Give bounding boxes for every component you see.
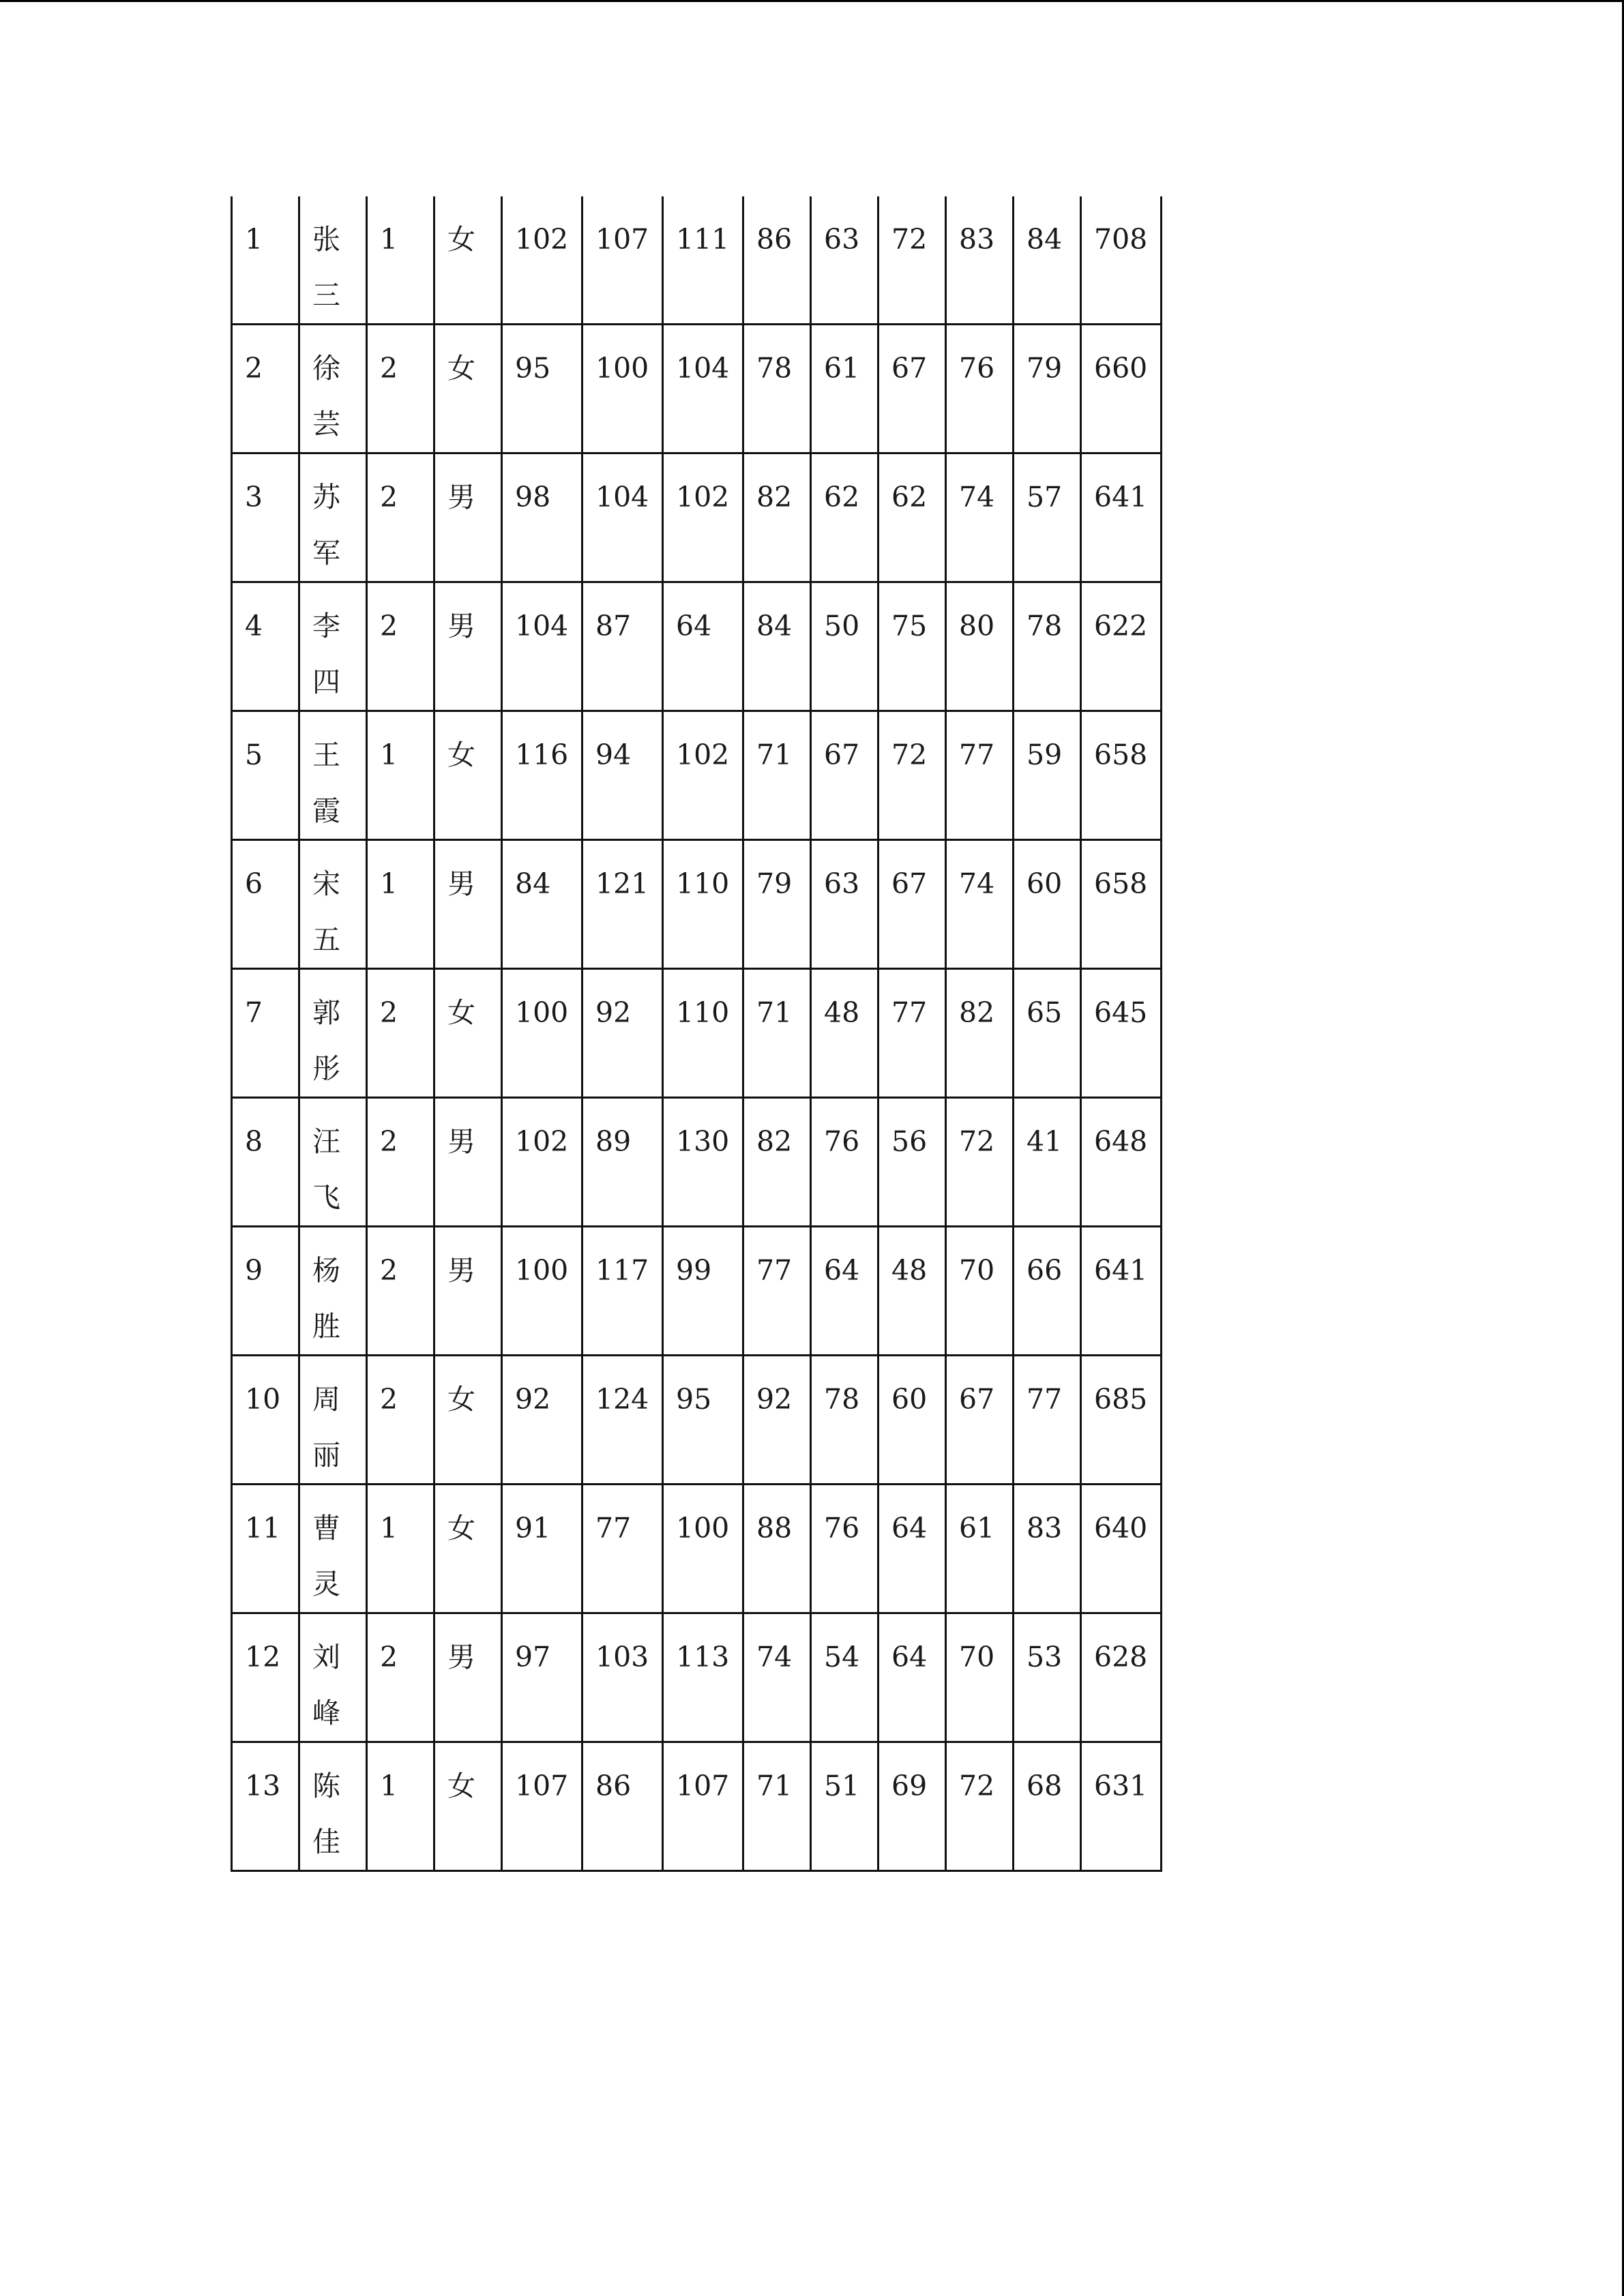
score-cell-2: 117	[582, 1227, 663, 1356]
total-score-cell: 658	[1081, 711, 1162, 840]
score-cell-3: 95	[663, 1356, 743, 1485]
score-cell-4: 77	[743, 1227, 811, 1356]
score-cell-3: 110	[663, 969, 743, 1098]
score-cell-8: 77	[1014, 1356, 1081, 1485]
score-cell-5: 76	[811, 1485, 879, 1613]
student-scores-table	[231, 196, 1162, 1872]
table-row	[232, 453, 1162, 582]
score-cell-1: 102	[502, 196, 582, 325]
class-cell: 2	[367, 969, 434, 1098]
row-number-cell: 7	[232, 969, 299, 1098]
student-name-cell: 苏军	[299, 453, 367, 582]
student-name-cell: 宋五	[299, 840, 367, 969]
score-cell-1: 91	[502, 1485, 582, 1613]
score-cell-5: 61	[811, 325, 879, 453]
score-cell-3: 64	[663, 582, 743, 711]
score-cell-2: 89	[582, 1098, 663, 1227]
gender-cell: 男	[434, 582, 502, 711]
score-cell-5: 48	[811, 969, 879, 1098]
total-score-cell: 640	[1081, 1485, 1162, 1613]
score-cell-1: 100	[502, 969, 582, 1098]
page-top-border	[0, 0, 1624, 2]
score-cell-4: 71	[743, 711, 811, 840]
table-row	[232, 196, 1162, 325]
score-cell-2: 104	[582, 453, 663, 582]
gender-cell: 女	[434, 1485, 502, 1613]
table-row	[232, 969, 1162, 1098]
score-cell-4: 71	[743, 969, 811, 1098]
score-cell-3: 107	[663, 1742, 743, 1871]
score-cell-7: 70	[946, 1227, 1014, 1356]
score-cell-8: 78	[1014, 582, 1081, 711]
total-score-cell: 658	[1081, 840, 1162, 969]
score-cell-7: 82	[946, 969, 1014, 1098]
score-cell-1: 116	[502, 711, 582, 840]
student-name-cell: 刘峰	[299, 1613, 367, 1742]
score-cell-3: 102	[663, 711, 743, 840]
score-cell-8: 83	[1014, 1485, 1081, 1613]
score-cell-7: 72	[946, 1098, 1014, 1227]
class-cell: 1	[367, 1742, 434, 1871]
score-cell-1: 100	[502, 1227, 582, 1356]
class-cell: 1	[367, 840, 434, 969]
gender-cell: 男	[434, 453, 502, 582]
score-cell-6: 67	[879, 325, 946, 453]
gender-cell: 男	[434, 1098, 502, 1227]
score-cell-2: 103	[582, 1613, 663, 1742]
score-cell-7: 80	[946, 582, 1014, 711]
table-row	[232, 711, 1162, 840]
score-cell-1: 84	[502, 840, 582, 969]
score-cell-7: 76	[946, 325, 1014, 453]
row-number-cell: 3	[232, 453, 299, 582]
score-cell-6: 56	[879, 1098, 946, 1227]
row-number-cell: 2	[232, 325, 299, 453]
score-cell-6: 75	[879, 582, 946, 711]
score-cell-1: 97	[502, 1613, 582, 1742]
row-number-cell: 10	[232, 1356, 299, 1485]
score-cell-7: 77	[946, 711, 1014, 840]
score-cell-2: 92	[582, 969, 663, 1098]
score-cell-5: 63	[811, 840, 879, 969]
total-score-cell: 708	[1081, 196, 1162, 325]
gender-cell: 男	[434, 1613, 502, 1742]
score-cell-3: 102	[663, 453, 743, 582]
row-number-cell: 6	[232, 840, 299, 969]
score-cell-1: 102	[502, 1098, 582, 1227]
class-cell: 2	[367, 453, 434, 582]
score-cell-5: 64	[811, 1227, 879, 1356]
score-cell-7: 61	[946, 1485, 1014, 1613]
total-score-cell: 622	[1081, 582, 1162, 711]
score-cell-4: 82	[743, 1098, 811, 1227]
score-cell-6: 67	[879, 840, 946, 969]
score-cell-5: 62	[811, 453, 879, 582]
row-number-cell: 12	[232, 1613, 299, 1742]
score-cell-3: 104	[663, 325, 743, 453]
score-cell-5: 78	[811, 1356, 879, 1485]
score-cell-6: 77	[879, 969, 946, 1098]
score-cell-4: 84	[743, 582, 811, 711]
student-name-cell: 张三	[299, 196, 367, 325]
row-number-cell: 11	[232, 1485, 299, 1613]
row-number-cell: 13	[232, 1742, 299, 1871]
gender-cell: 男	[434, 840, 502, 969]
total-score-cell: 645	[1081, 969, 1162, 1098]
gender-cell: 女	[434, 1356, 502, 1485]
student-name-cell: 陈佳	[299, 1742, 367, 1871]
score-cell-3: 100	[663, 1485, 743, 1613]
score-cell-8: 41	[1014, 1098, 1081, 1227]
score-cell-2: 121	[582, 840, 663, 969]
score-cell-2: 124	[582, 1356, 663, 1485]
table-row	[232, 1613, 1162, 1742]
score-cell-2: 86	[582, 1742, 663, 1871]
student-name-cell: 郭彤	[299, 969, 367, 1098]
total-score-cell: 641	[1081, 1227, 1162, 1356]
row-number-cell: 4	[232, 582, 299, 711]
total-score-cell: 641	[1081, 453, 1162, 582]
score-cell-3: 111	[663, 196, 743, 325]
class-cell: 1	[367, 196, 434, 325]
row-number-cell: 8	[232, 1098, 299, 1227]
class-cell: 1	[367, 711, 434, 840]
score-cell-6: 72	[879, 711, 946, 840]
score-cell-5: 76	[811, 1098, 879, 1227]
score-cell-7: 74	[946, 453, 1014, 582]
total-score-cell: 628	[1081, 1613, 1162, 1742]
score-cell-4: 71	[743, 1742, 811, 1871]
score-cell-5: 50	[811, 582, 879, 711]
total-score-cell: 648	[1081, 1098, 1162, 1227]
gender-cell: 男	[434, 1227, 502, 1356]
score-cell-8: 65	[1014, 969, 1081, 1098]
score-cell-7: 74	[946, 840, 1014, 969]
score-cell-6: 64	[879, 1485, 946, 1613]
gender-cell: 女	[434, 969, 502, 1098]
score-cell-7: 83	[946, 196, 1014, 325]
student-name-cell: 曹灵	[299, 1485, 367, 1613]
score-cell-4: 74	[743, 1613, 811, 1742]
class-cell: 2	[367, 1227, 434, 1356]
score-cell-8: 60	[1014, 840, 1081, 969]
score-cell-1: 95	[502, 325, 582, 453]
score-cell-3: 99	[663, 1227, 743, 1356]
gender-cell: 女	[434, 711, 502, 840]
score-cell-8: 66	[1014, 1227, 1081, 1356]
score-cell-4: 78	[743, 325, 811, 453]
score-cell-1: 98	[502, 453, 582, 582]
score-cell-2: 87	[582, 582, 663, 711]
row-number-cell: 9	[232, 1227, 299, 1356]
score-cell-1: 104	[502, 582, 582, 711]
score-cell-1: 92	[502, 1356, 582, 1485]
gender-cell: 女	[434, 1742, 502, 1871]
score-cell-5: 54	[811, 1613, 879, 1742]
score-cell-5: 67	[811, 711, 879, 840]
score-cell-6: 62	[879, 453, 946, 582]
score-cell-5: 63	[811, 196, 879, 325]
total-score-cell: 631	[1081, 1742, 1162, 1871]
table-row	[232, 840, 1162, 969]
score-cell-8: 57	[1014, 453, 1081, 582]
class-cell: 2	[367, 582, 434, 711]
class-cell: 2	[367, 1098, 434, 1227]
score-cell-3: 130	[663, 1098, 743, 1227]
score-cell-2: 100	[582, 325, 663, 453]
score-cell-7: 72	[946, 1742, 1014, 1871]
student-name-cell: 汪飞	[299, 1098, 367, 1227]
score-cell-8: 59	[1014, 711, 1081, 840]
row-number-cell: 1	[232, 196, 299, 325]
score-cell-8: 79	[1014, 325, 1081, 453]
score-cell-4: 86	[743, 196, 811, 325]
table-row	[232, 325, 1162, 453]
score-cell-8: 84	[1014, 196, 1081, 325]
score-cell-7: 67	[946, 1356, 1014, 1485]
student-name-cell: 杨胜	[299, 1227, 367, 1356]
class-cell: 2	[367, 1356, 434, 1485]
class-cell: 1	[367, 1485, 434, 1613]
score-cell-4: 92	[743, 1356, 811, 1485]
student-name-cell: 徐芸	[299, 325, 367, 453]
score-cell-2: 107	[582, 196, 663, 325]
student-name-cell: 李四	[299, 582, 367, 711]
score-cell-6: 64	[879, 1613, 946, 1742]
score-cell-4: 88	[743, 1485, 811, 1613]
score-cell-5: 51	[811, 1742, 879, 1871]
gender-cell: 女	[434, 196, 502, 325]
score-cell-1: 107	[502, 1742, 582, 1871]
score-cell-6: 48	[879, 1227, 946, 1356]
student-name-cell: 周丽	[299, 1356, 367, 1485]
score-cell-4: 79	[743, 840, 811, 969]
score-cell-4: 82	[743, 453, 811, 582]
gender-cell: 女	[434, 325, 502, 453]
score-cell-2: 94	[582, 711, 663, 840]
total-score-cell: 660	[1081, 325, 1162, 453]
score-cell-6: 60	[879, 1356, 946, 1485]
score-cell-6: 69	[879, 1742, 946, 1871]
table-row	[232, 1742, 1162, 1871]
row-number-cell: 5	[232, 711, 299, 840]
class-cell: 2	[367, 325, 434, 453]
score-cell-2: 77	[582, 1485, 663, 1613]
score-cell-3: 110	[663, 840, 743, 969]
score-cell-3: 113	[663, 1613, 743, 1742]
table-row	[232, 1227, 1162, 1356]
score-cell-7: 70	[946, 1613, 1014, 1742]
student-name-cell: 王霞	[299, 711, 367, 840]
table-row	[232, 1356, 1162, 1485]
score-cell-6: 72	[879, 196, 946, 325]
total-score-cell: 685	[1081, 1356, 1162, 1485]
table-body	[232, 196, 1162, 1871]
table-row	[232, 582, 1162, 711]
class-cell: 2	[367, 1613, 434, 1742]
score-cell-8: 68	[1014, 1742, 1081, 1871]
table-row	[232, 1098, 1162, 1227]
score-cell-8: 53	[1014, 1613, 1081, 1742]
table-row	[232, 1485, 1162, 1613]
